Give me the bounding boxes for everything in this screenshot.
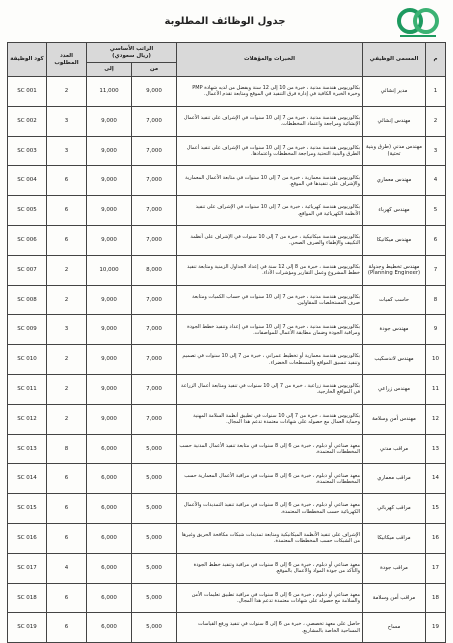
- row-salary-to: 9,000: [87, 136, 132, 166]
- row-job-code: SC 002: [8, 106, 47, 136]
- header-salary-label: الراتب الأساسي: [109, 45, 154, 52]
- row-qualifications: بكالوريوس هندسة مدنية ، خبرة من 7 إلى 10 سنوات في إعداد وتنفيذ خطط الجودة ومراقبة الجودة وضمان مطابقة الأعمال للمواصفات.: [177, 315, 363, 345]
- row-salary-to: 9,000: [87, 404, 132, 434]
- row-salary-to: 11,000: [87, 77, 132, 107]
- row-salary-from: 5,000: [132, 553, 177, 583]
- row-salary-to: 9,000: [87, 106, 132, 136]
- row-required-count: 3: [47, 315, 87, 345]
- row-job-title: مهندس زراعي: [363, 374, 426, 404]
- row-job-title: مهندس جودة: [363, 315, 426, 345]
- header-required-count: العدد المطلوب: [47, 43, 87, 77]
- row-required-count: 6: [47, 166, 87, 196]
- row-job-code: SC 012: [8, 404, 47, 434]
- row-job-code: SC 015: [8, 494, 47, 524]
- row-salary-from: 5,000: [132, 464, 177, 494]
- row-salary-from: 7,000: [132, 106, 177, 136]
- row-index: 19: [426, 613, 446, 643]
- row-job-title: مراقب جودة: [363, 553, 426, 583]
- table-row: [8, 613, 446, 643]
- row-job-code: SC 005: [8, 196, 47, 226]
- row-salary-from: 5,000: [132, 494, 177, 524]
- header-salary-to: إلى: [87, 63, 132, 77]
- row-salary-from: 5,000: [132, 583, 177, 613]
- row-index: 2: [426, 106, 446, 136]
- row-job-title: مراقب معماري: [363, 464, 426, 494]
- header-job-title: المسمى الوظيفي: [363, 43, 426, 77]
- row-index: 6: [426, 225, 446, 255]
- table-row: [8, 523, 446, 553]
- header-salary-unit: (ريال سعودي): [112, 52, 151, 59]
- row-salary-from: 7,000: [132, 315, 177, 345]
- row-qualifications: بكالوريوس هندسة ، خبرة من 8 إلى 12 سنة في إعداد الجداول الزمنية ومتابعة تنفيذ خطط المشروع وعمل التقارير ومؤشرات الأداء.: [177, 255, 363, 285]
- row-salary-to: 6,000: [87, 434, 132, 464]
- table-row: [8, 345, 446, 375]
- row-required-count: 2: [47, 285, 87, 315]
- row-job-code: SC 011: [8, 374, 47, 404]
- row-qualifications: معهد صناعي أو دبلوم ، خبرة من 6 إلى 8 سنوات في مراقبة الأعمال المعمارية حسب المخططات المعتمدة.: [177, 464, 363, 494]
- header-index: م: [426, 43, 446, 77]
- row-job-code: SC 001: [8, 77, 47, 107]
- row-salary-to: 6,000: [87, 494, 132, 524]
- row-index: 10: [426, 345, 446, 375]
- row-required-count: 2: [47, 77, 87, 107]
- row-salary-to: 6,000: [87, 553, 132, 583]
- table-row: [8, 255, 446, 285]
- row-job-title: مدير إنشائي: [363, 77, 426, 107]
- row-qualifications: بكالوريوس هندسة ميكانيكية ، خبرة من 7 إلى 10 سنوات في الإشراف على أنظمة التكييف والإطفاء والصرف الصحي.: [177, 225, 363, 255]
- table-row: [8, 106, 446, 136]
- table-row: [8, 434, 446, 464]
- row-index: 11: [426, 374, 446, 404]
- row-salary-from: 7,000: [132, 196, 177, 226]
- row-salary-to: 9,000: [87, 196, 132, 226]
- page-title: جدول الوظائف المطلوبة: [164, 16, 286, 27]
- row-qualifications: معهد صناعي أو دبلوم ، خبرة من 6 إلى 8 سنوات في مراقبة تطبيق تعليمات الأمن والسلامة مع حصوله على شهادات معتمدة تدعم هذا المجال.: [177, 583, 363, 613]
- row-required-count: 6: [47, 613, 87, 643]
- row-salary-to: 9,000: [87, 315, 132, 345]
- table-row: [8, 404, 446, 434]
- row-salary-from: 7,000: [132, 166, 177, 196]
- row-salary-to: 10,000: [87, 255, 132, 285]
- row-job-title: مهندس مدني (طرق وبنية تحتية): [363, 136, 426, 166]
- row-index: 9: [426, 315, 446, 345]
- row-salary-from: 7,000: [132, 285, 177, 315]
- row-job-code: SC 007: [8, 255, 47, 285]
- row-job-code: SC 006: [8, 225, 47, 255]
- row-required-count: 6: [47, 225, 87, 255]
- row-job-code: SC 019: [8, 613, 47, 643]
- table-row: [8, 315, 446, 345]
- row-job-title: مراقب ميكانيكا: [363, 523, 426, 553]
- row-job-title: مهندس لاندسكيب: [363, 345, 426, 375]
- row-salary-from: 5,000: [132, 613, 177, 643]
- row-qualifications: بكالوريوس هندسة مدنية ، خبرة من 7 إلى 10 سنوات في حساب الكميات ومتابعة صرف المستخلصات للمقاولين.: [177, 285, 363, 315]
- row-required-count: 2: [47, 404, 87, 434]
- row-job-code: SC 016: [8, 523, 47, 553]
- row-salary-to: 9,000: [87, 374, 132, 404]
- table-row: [8, 464, 446, 494]
- row-job-title: مهندس كهرباء: [363, 196, 426, 226]
- row-qualifications: حاصل على معهد تخصصي ، خبرة من 6 إلى 8 سنوات في تنفيذ ورفع القياسات المساحية الخاصة بالمشاريع.: [177, 613, 363, 643]
- row-salary-to: 6,000: [87, 464, 132, 494]
- row-salary-from: 9,000: [132, 77, 177, 107]
- row-index: 8: [426, 285, 446, 315]
- row-qualifications: معهد صناعي أو دبلوم ، خبرة من 6 إلى 8 سنوات في مراقبة تنفيذ التمديدات والأعمال الكهربائية حسب المخططات المعتمدة.: [177, 494, 363, 524]
- row-index: 5: [426, 196, 446, 226]
- row-qualifications: معهد صناعي أو دبلوم ، خبرة من 6 إلى 8 سنوات في مراقبة وتنفيذ خطط الجودة والتأكد من جودة المواد والأعمال بالموقع.: [177, 553, 363, 583]
- row-salary-to: 6,000: [87, 523, 132, 553]
- jobs-table-body: [8, 77, 446, 643]
- row-job-code: SC 014: [8, 464, 47, 494]
- table-row: [8, 374, 446, 404]
- table-row: [8, 494, 446, 524]
- row-index: 14: [426, 464, 446, 494]
- row-salary-from: 8,000: [132, 255, 177, 285]
- table-row: [8, 285, 446, 315]
- row-job-title: مهندس أمن وسلامة: [363, 404, 426, 434]
- table-row: [8, 583, 446, 613]
- row-job-title: مهندس معماري: [363, 166, 426, 196]
- row-salary-to: 9,000: [87, 166, 132, 196]
- row-required-count: 3: [47, 106, 87, 136]
- row-job-code: SC 010: [8, 345, 47, 375]
- row-salary-from: 5,000: [132, 523, 177, 553]
- row-salary-from: 7,000: [132, 225, 177, 255]
- row-salary-to: 9,000: [87, 285, 132, 315]
- row-qualifications: بكالوريوس هندسة ، خبرة من 7 إلى 10 سنوات في تطبيق أنظمة السلامة المهنية وحماية العمال مع حصوله على شهادات معتمدة تدعم هذا المجال.: [177, 404, 363, 434]
- row-job-code: SC 003: [8, 136, 47, 166]
- row-index: 1: [426, 77, 446, 107]
- row-salary-to: 9,000: [87, 345, 132, 375]
- row-salary-from: 5,000: [132, 434, 177, 464]
- row-required-count: 6: [47, 523, 87, 553]
- row-salary-to: 6,000: [87, 613, 132, 643]
- row-index: 4: [426, 166, 446, 196]
- header-salary-from: من: [132, 63, 177, 77]
- row-job-title: مراقب مدني: [363, 434, 426, 464]
- row-index: 3: [426, 136, 446, 166]
- header-salary-group: [87, 43, 177, 63]
- row-salary-from: 7,000: [132, 374, 177, 404]
- row-qualifications: بكالوريوس هندسة كهربائية ، خبرة من 7 إلى 10 سنوات في الإشراف على تنفيذ الأنظمة الكهربائية في المواقع.: [177, 196, 363, 226]
- row-job-title: مهندس تخطيط وجدولة (Planning Engineer): [363, 255, 426, 285]
- row-index: 15: [426, 494, 446, 524]
- header-qualifications: الخبرات والمؤهلات: [177, 43, 363, 77]
- row-salary-from: 7,000: [132, 345, 177, 375]
- row-job-code: SC 009: [8, 315, 47, 345]
- row-job-title: مساح: [363, 613, 426, 643]
- document-header: [0, 8, 453, 42]
- row-qualifications: الإشراف على تنفيذ الأنظمة الميكانيكية ومتابعة تمديدات شبكات مكافحة الحريق وغيرها من الشبكات حسب المخططات المعتمدة.: [177, 523, 363, 553]
- row-salary-to: 6,000: [87, 583, 132, 613]
- row-required-count: 6: [47, 464, 87, 494]
- row-required-count: 6: [47, 196, 87, 226]
- row-job-code: SC 008: [8, 285, 47, 315]
- table-row: [8, 77, 446, 107]
- row-qualifications: بكالوريوس هندسة مدنية ، خبرة من 10 إلى 12 سنة ويفضل من لديه شهادة PMP وخبرة الخبرة الكافية في إدارة فرق التنفيذ في الموقع ومتابعة تقدم الأعمال.: [177, 77, 363, 107]
- table-row: [8, 196, 446, 226]
- table-row: [8, 136, 446, 166]
- row-qualifications: بكالوريوس هندسة زراعية ، خبرة من 7 إلى 10 سنوات في تنفيذ ومتابعة أعمال الزراعة في المواقع الخارجية.: [177, 374, 363, 404]
- row-salary-from: 7,000: [132, 404, 177, 434]
- row-required-count: 2: [47, 345, 87, 375]
- table-row: [8, 553, 446, 583]
- row-qualifications: معهد صناعي أو دبلوم ، خبرة من 6 إلى 8 سنوات في متابعة تنفيذ الأعمال المدنية حسب المخططات المعتمدة.: [177, 434, 363, 464]
- row-index: 16: [426, 523, 446, 553]
- row-required-count: 6: [47, 494, 87, 524]
- row-index: 7: [426, 255, 446, 285]
- row-required-count: 3: [47, 136, 87, 166]
- row-salary-from: 7,000: [132, 136, 177, 166]
- row-index: 13: [426, 434, 446, 464]
- row-qualifications: بكالوريوس هندسة مدنية ، خبرة من 7 إلى 10 سنوات في الإشراف على تنفيذ أعمال الطرق والبنية التحتية ومراجعة المخططات واعتمادها.: [177, 136, 363, 166]
- row-job-title: مهندس إنشائي: [363, 106, 426, 136]
- row-qualifications: بكالوريوس هندسة معمارية ، خبرة من 7 إلى 10 سنوات في متابعة الأعمال المعمارية والإشراف على تنفيذها في الموقع.: [177, 166, 363, 196]
- header-job-code: كود الوظيفة: [8, 43, 47, 77]
- row-job-code: SC 013: [8, 434, 47, 464]
- jobs-table: [7, 42, 446, 643]
- row-job-title: حاسب كميات: [363, 285, 426, 315]
- row-required-count: 2: [47, 255, 87, 285]
- row-job-title: مراقب كهربائي: [363, 494, 426, 524]
- row-job-title: مراقب أمن وسلامة: [363, 583, 426, 613]
- row-required-count: 6: [47, 583, 87, 613]
- row-job-title: مهندس ميكانيكا: [363, 225, 426, 255]
- row-job-code: SC 004: [8, 166, 47, 196]
- row-index: 18: [426, 583, 446, 613]
- row-required-count: 2: [47, 374, 87, 404]
- company-logo: [396, 8, 440, 40]
- row-job-code: SC 017: [8, 553, 47, 583]
- row-index: 12: [426, 404, 446, 434]
- row-qualifications: بكالوريوس هندسة معمارية أو تخطيط عمراني ، خبرة من 7 إلى 10 سنوات في تصميم وتنفيذ تنسيق المواقع والمسطحات الخضراء.: [177, 345, 363, 375]
- row-required-count: 4: [47, 553, 87, 583]
- table-row: [8, 166, 446, 196]
- row-required-count: 8: [47, 434, 87, 464]
- table-row: [8, 225, 446, 255]
- row-qualifications: بكالوريوس هندسة مدنية ، خبرة من 7 إلى 10 سنوات في الإشراف على تنفيذ الأعمال الإنشائية ومراجعة واعتماد المخططات.: [177, 106, 363, 136]
- row-salary-to: 9,000: [87, 225, 132, 255]
- row-job-code: SC 018: [8, 583, 47, 613]
- row-index: 17: [426, 553, 446, 583]
